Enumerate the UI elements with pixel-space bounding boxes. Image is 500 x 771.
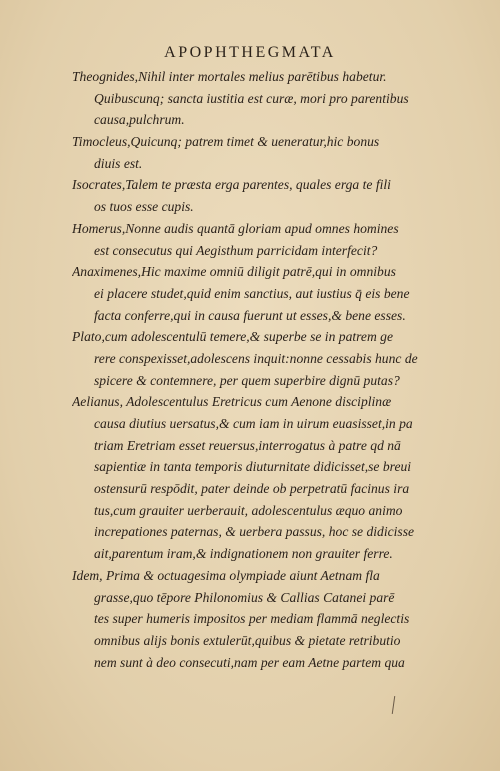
text-line: Quibuscunq; sancta iustitia est curæ, mori pro parentibus xyxy=(94,90,409,106)
text-line: os tuos esse cupis. xyxy=(94,199,194,215)
text-line: Isocrates,Talem te præsta erga parentes, quales erga te fili xyxy=(72,177,391,193)
running-header: APOPHTHEGMATA xyxy=(164,44,336,61)
text-line: rere conspexisset,adolescens inquit:nonne cessabis hunc de xyxy=(94,350,418,366)
text-line: Theognides,Nihil inter mortales melius parētibus habetur. xyxy=(72,69,387,84)
text-line: ait,parentum iram,& indignationem non grauiter ferre. xyxy=(94,546,393,562)
text-line: est consecutus qui Aegisthum parricidam interfecit? xyxy=(94,242,378,258)
text-line: diuis est. xyxy=(94,155,143,171)
text-line: sapientiæ in tanta temporis diuturnitate didicisset,se breui xyxy=(94,459,412,475)
text-line: nem sunt à deo consecuti,nam per eam Aetne partem qua xyxy=(94,654,405,670)
body-text xyxy=(72,66,464,673)
ink-mark xyxy=(392,696,395,714)
text-line: Timocleus,Quicunq; patrem timet & ueneratur,hic bonus xyxy=(72,134,380,150)
text-line: spicere & contemnere, per quem superbire dignū putas? xyxy=(94,372,400,388)
text-line: facta conferre,qui in causa fuerunt ut esses,& bene esses. xyxy=(94,307,406,323)
text-line: tus,cum grauiter uerberauit, adolescentulus æquo animo xyxy=(94,502,403,518)
text-line: Homerus,Nonne audis quantā gloriam apud omnes homines xyxy=(72,220,399,236)
text-line: increpationes paternas, & uerbera passus, hoc se didicisse xyxy=(94,524,415,540)
text-line: triam Eretriam esset reuersus,interrogatus à patre qd nā xyxy=(94,437,401,453)
text-line: Anaximenes,Hic maxime omniū diligit patrē,qui in omnibus xyxy=(72,264,396,280)
text-line: ei placere studet,quid enim sanctius, aut iustius q̄ eis bene xyxy=(94,285,410,301)
text-line: omnibus alijs bonis extulerūt,quibus & pietate retributio xyxy=(94,632,401,648)
text-line: causa,pulchrum. xyxy=(94,112,185,128)
text-line: causa diutius uersatus,& cum iam in uirum euasisset,in pa xyxy=(94,416,413,431)
text-line: tes super humeris impositos per mediam flammā neglectis xyxy=(94,611,410,627)
text-line: Plato,cum adolescentulū temere,& superbe se in patrem ge xyxy=(72,329,394,345)
text-line: Idem, Prima & octuagesima olympiade aiunt Aetnam fla xyxy=(72,567,380,583)
text-line: Aelianus, Adolescentulus Eretricus cum Aenone disciplinæ xyxy=(72,394,392,410)
text-line: grasse,quo tēpore Philonomius & Callias Catanei parē xyxy=(94,589,395,605)
text-line: ostensurū respōdit, pater deinde ob perpetratū facinus ira xyxy=(94,481,410,497)
